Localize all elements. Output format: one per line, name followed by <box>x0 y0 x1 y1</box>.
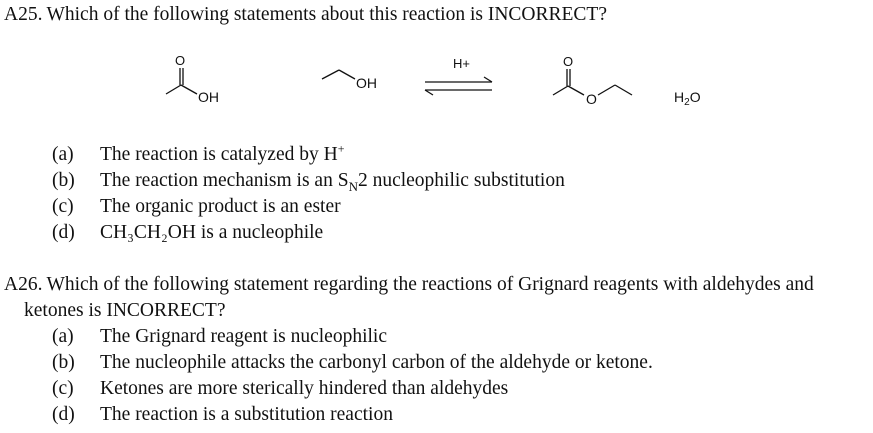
option-a26-d[interactable] <box>52 403 393 427</box>
subscript: N <box>348 178 358 194</box>
question-number: A25. <box>4 4 43 25</box>
question-a26-title <box>4 273 814 297</box>
option-text-rest: 2 nucleophilic substitution <box>357 170 565 191</box>
atom-label-oh: OH <box>356 75 377 91</box>
atom-label-o: O <box>563 54 574 69</box>
option-a25-b[interactable] <box>52 169 565 193</box>
question-a25-title <box>4 3 607 27</box>
atom-label-o: O <box>586 91 597 107</box>
option-a25-c[interactable] <box>52 195 341 219</box>
option-text: The nucleophile attacks the carbonyl carbon of the aldehyde or ketone. <box>100 352 653 373</box>
option-text: The organic product is an ester <box>100 196 341 217</box>
question-number: A26. <box>4 274 43 295</box>
acetic-acid-structure <box>166 68 197 94</box>
option-text: The reaction is a substitution reaction <box>100 404 393 425</box>
option-label: (d) <box>52 404 75 425</box>
catalyst-label: H+ <box>453 56 470 71</box>
atom-label-oh: OH <box>198 89 219 105</box>
bond <box>568 86 584 95</box>
option-label: (b) <box>52 170 75 191</box>
water-label: $H_2O$ <box>674 89 701 108</box>
bond <box>339 70 355 79</box>
option-text: CH₃CH₂OH is a nucleophile <box>100 222 324 243</box>
option-a26-a[interactable] <box>52 325 387 349</box>
question-a26-line2: ketones is INCORRECT? <box>24 300 226 321</box>
bond <box>166 85 181 94</box>
option-text: Ketones are more sterically hindered than aldehydes <box>100 378 509 399</box>
question-text: Which of the following statement regarding the reactions of Grignard reagents with aldehydes and <box>46 274 814 295</box>
reaction-scheme <box>0 48 873 118</box>
bond <box>615 85 632 95</box>
option-label: (a) <box>52 326 74 347</box>
option-label: (b) <box>52 352 75 373</box>
bond <box>322 70 339 79</box>
question-text: Which of the following statements about this reaction is INCORRECT? <box>46 4 607 25</box>
bond <box>553 86 568 95</box>
option-label: (c) <box>52 378 74 399</box>
option-text: The reaction is catalyzed by H <box>100 144 338 165</box>
option-a25-a[interactable] <box>52 143 344 167</box>
option-text: The reaction mechanism is an S <box>100 170 349 191</box>
option-a26-c[interactable] <box>52 377 508 401</box>
option-label: (d) <box>52 222 75 243</box>
atom-label-o: O <box>175 53 186 68</box>
bond <box>598 85 615 95</box>
ethanol-structure <box>322 70 355 79</box>
option-a25-d[interactable] <box>52 221 323 245</box>
option-label: (c) <box>52 196 74 217</box>
option-text: The Grignard reagent is nucleophilic <box>100 326 387 347</box>
equilibrium-arrow <box>425 77 492 95</box>
option-label: (a) <box>52 144 74 165</box>
bond <box>181 85 197 94</box>
option-a26-b[interactable] <box>52 351 653 375</box>
superscript: + <box>337 141 345 156</box>
